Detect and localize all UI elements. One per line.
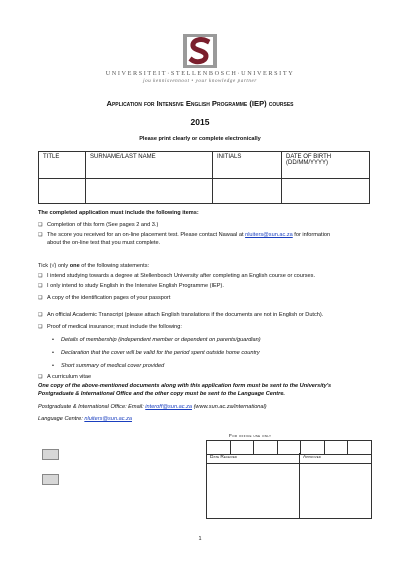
submission-notice: One copy of the above-mentioned documents along with this application form must be sent to the University's Postgraduate & International Office and the other copy must be sent to the Language Centre. — [38, 383, 332, 397]
checklist-item: ❑ A curriculum vitae — [38, 374, 92, 380]
language-centre-email-link[interactable]: nluiters@sun.ac.za — [84, 416, 132, 422]
checklist-item: ❑ An official Academic Transcript (please attach English translations if the documents are not in English or Dutch). — [38, 312, 324, 318]
initials-cell[interactable] — [213, 179, 282, 204]
approved-header: Approved — [300, 453, 371, 464]
checkbox-icon[interactable]: ❑ — [38, 312, 43, 318]
page-number: 1 — [198, 536, 202, 542]
pio-email-link[interactable]: interoff@sun.ac.za — [145, 404, 193, 410]
checklist-item: ❑ A copy of the identification pages of your passport — [38, 295, 171, 301]
bullet-icon: • — [52, 363, 54, 369]
checkbox-icon[interactable]: ❑ — [38, 222, 43, 228]
medical-item: • Details of membership (independent member or dependent on parents/guardian) — [52, 337, 261, 343]
checklist-item: ❑ Completion of this form (See pages 2 and 3.) — [38, 222, 159, 228]
checkbox-icon[interactable]: ❑ — [38, 374, 43, 380]
title-cell[interactable] — [39, 179, 86, 204]
header-initials: INITIALS — [213, 152, 282, 179]
date-received-header: Date Received — [207, 453, 299, 464]
statement-item: ❑ I only intend to study English in the Intensive English Programme (IEP). — [38, 283, 224, 289]
university-name: UNIVERSITEIT·STELLENBOSCH·UNIVERSITY — [105, 70, 295, 77]
language-centre-contact: Language Centre: nluiters@sun.ac.za — [38, 416, 132, 422]
checkbox-icon[interactable]: ❑ — [38, 232, 43, 238]
tick-instruction: Tick (√) only one of the following statements: — [38, 263, 150, 269]
checklist-item: ❑ Proof of medical insurance; must include the following: — [38, 324, 182, 330]
office-use-label: For office use only — [229, 434, 272, 439]
approved-column — [300, 453, 371, 518]
checkbox-icon[interactable]: ❑ — [38, 283, 43, 289]
dob-cell[interactable] — [282, 179, 370, 204]
surname-cell[interactable] — [86, 179, 213, 204]
applicant-details-table — [38, 151, 370, 204]
office-use-table — [206, 453, 372, 519]
header-surname: SURNAME/LAST NAME — [86, 152, 213, 179]
medical-item: • Short summary of medical cover provided — [52, 363, 165, 369]
statement-item: ❑ I intend studying towards a degree at Stellenbosch University after completing an English course or courses. — [38, 273, 316, 279]
bullet-icon: • — [52, 350, 54, 356]
document-year: 2015 — [190, 117, 210, 127]
document-title: Application for Intensive English Programme (IEP) courses — [106, 99, 294, 108]
university-tagline: jou kennisvennoot • your knowledge partner — [143, 79, 257, 84]
checkbox-icon[interactable]: ❑ — [38, 273, 43, 279]
checkbox-icon[interactable]: ❑ — [38, 324, 43, 330]
date-received-column — [207, 453, 300, 518]
university-logo-icon — [183, 34, 217, 68]
medical-item: • Declaration that the cover will be valid for the period spent outside home country — [52, 350, 260, 356]
pio-contact: Postgraduate & International Office: Email: interoff@sun.ac.za (www.sun.ac.za/international) — [38, 404, 267, 410]
grey-checkbox[interactable] — [42, 474, 59, 485]
header-dob: DATE OF BIRTH (DD/MM/YYYY) — [282, 152, 370, 179]
required-heading: The completed application must include the following items: — [38, 210, 199, 216]
nawaal-email-link[interactable]: nluiters@sun.ac.za — [245, 232, 293, 238]
checkbox-icon[interactable]: ❑ — [38, 295, 43, 301]
print-instruction: Please print clearly or complete electronically — [139, 136, 261, 142]
grey-checkbox[interactable] — [42, 449, 59, 460]
checklist-item: ❑ The score you received for an on-line placement test. Please contact Nawaal at nluiters@sun.ac.za for information about the on-line test that you must complete. — [38, 232, 331, 247]
bullet-icon: • — [52, 337, 54, 343]
header-title: TITLE — [39, 152, 86, 179]
